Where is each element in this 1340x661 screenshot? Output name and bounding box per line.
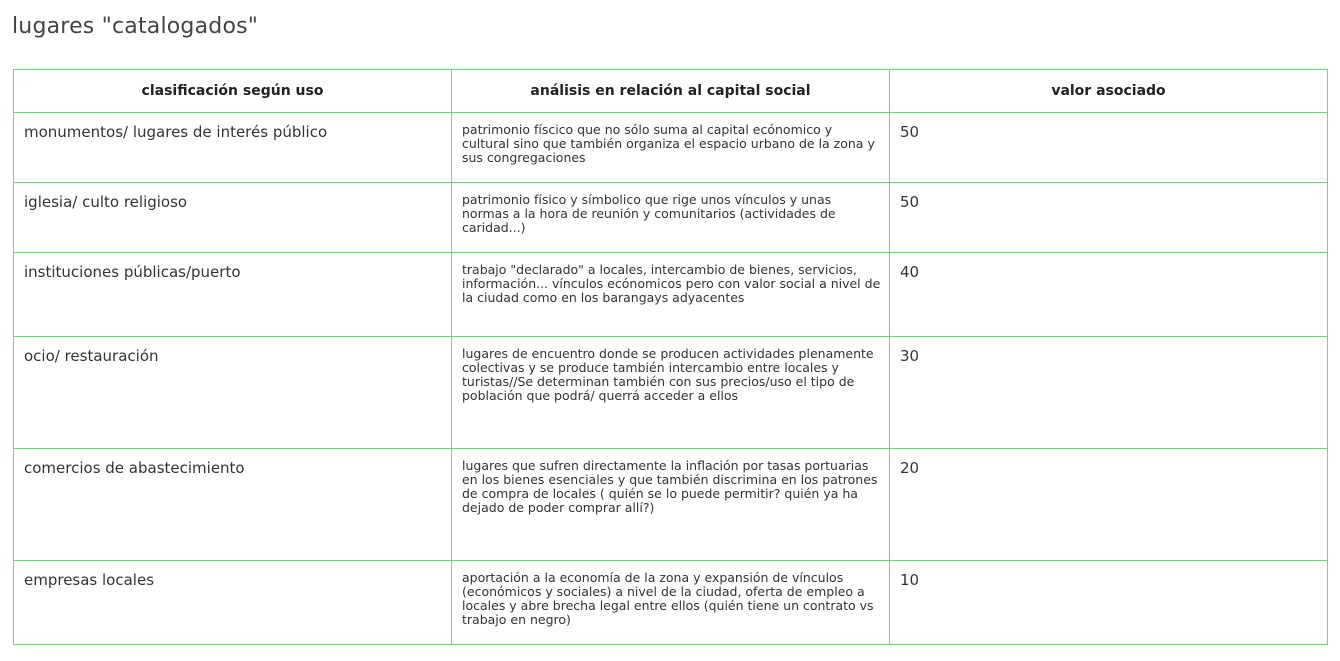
cell-analysis: aportación a la economía de la zona y expansión de vínculos (económicos y sociales) a nivel de la ciudad, oferta de empleo a locales y abre brecha legal entre ellos (quién tiene un contrato vs trabajo en negro): [452, 561, 890, 645]
cell-analysis: patrimonio físcico que no sólo suma al capital ecónomico y cultural sino que también organiza el espacio urbano de la zona y sus congregaciones: [452, 113, 890, 183]
cell-analysis: patrimonio físico y símbolico que rige unos vínculos y unas normas a la hora de reunión y comunitarios (actividades de caridad...): [452, 183, 890, 253]
cell-value: 10: [890, 561, 1328, 645]
cell-classification: instituciones públicas/puerto: [14, 253, 452, 337]
cell-analysis: lugares que sufren directamente la inflación por tasas portuarias en los bienes esenciales y que también discrimina en los patrones de compra de locales ( quién se lo puede permitir? quién ya ha dejado de poder comprar allí?): [452, 449, 890, 561]
header-classification: clasificación según uso: [14, 70, 452, 113]
table-row: [14, 337, 1328, 449]
cell-value: 50: [890, 113, 1328, 183]
catalog-table: [13, 69, 1328, 645]
header-analysis: análisis en relación al capital social: [452, 70, 890, 113]
cell-classification: iglesia/ culto religioso: [14, 183, 452, 253]
cell-value: 30: [890, 337, 1328, 449]
table-row: [14, 253, 1328, 337]
header-value: valor asociado: [890, 70, 1328, 113]
cell-value: 50: [890, 183, 1328, 253]
cell-analysis: lugares de encuentro donde se producen actividades plenamente colectivas y se produce también intercambio entre locales y turistas//Se determinan también con sus precios/uso el tipo de población que podrá/ querrá acceder a ellos: [452, 337, 890, 449]
table-row: [14, 183, 1328, 253]
table-row: [14, 449, 1328, 561]
page-title: lugares "catalogados": [12, 14, 259, 39]
table-row: [14, 113, 1328, 183]
cell-classification: comercios de abastecimiento: [14, 449, 452, 561]
table-row: [14, 561, 1328, 645]
cell-classification: empresas locales: [14, 561, 452, 645]
table-header-row: [14, 70, 1328, 113]
cell-value: 40: [890, 253, 1328, 337]
cell-classification: ocio/ restauración: [14, 337, 452, 449]
cell-analysis: trabajo "declarado" a locales, intercambio de bienes, servicios, información... vínculos ecónomicos pero con valor social a nivel de la ciudad como en los barangays adyacentes: [452, 253, 890, 337]
cell-value: 20: [890, 449, 1328, 561]
cell-classification: monumentos/ lugares de interés público: [14, 113, 452, 183]
